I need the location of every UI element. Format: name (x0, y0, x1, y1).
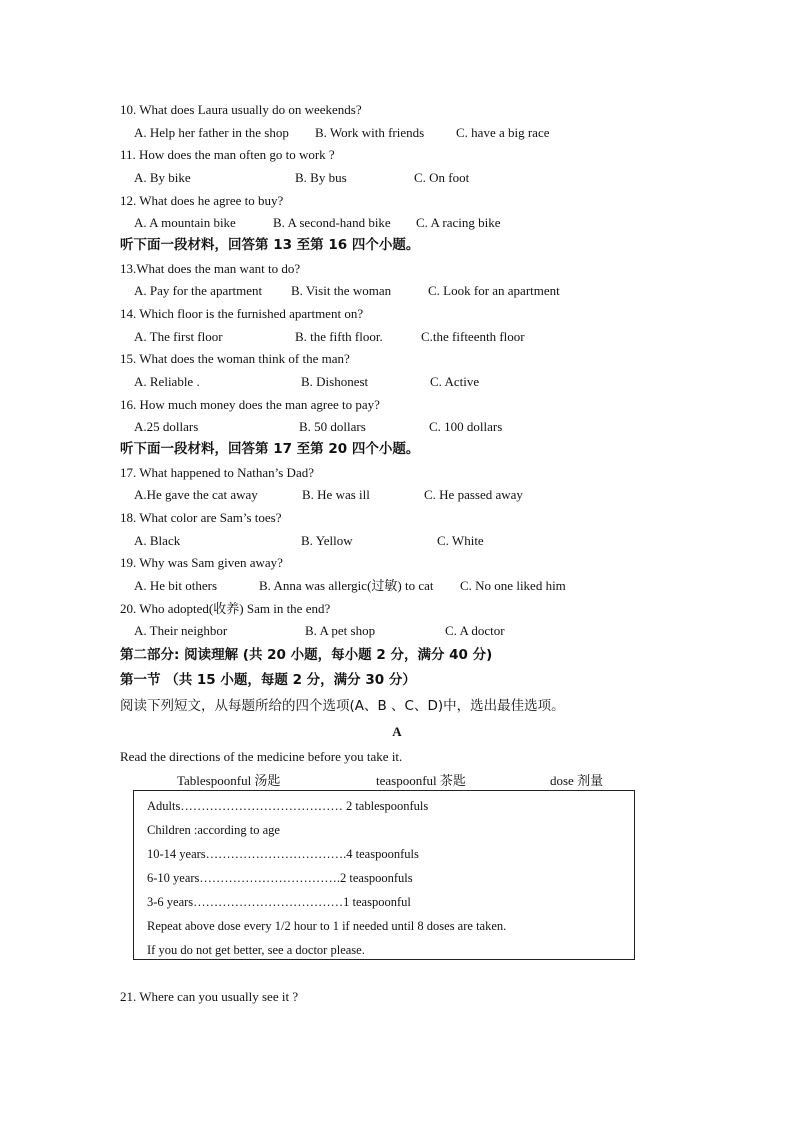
box-line-6-10: 6-10 years…………………………….2 teaspoonfuls (147, 871, 413, 885)
part-2-heading: 第二部分: 阅读理解 (共 20 小题，每小题 2 分，满分 40 分) (120, 647, 493, 663)
q19-option-c: C. No one liked him (460, 578, 566, 593)
q10-option-b: B. Work with friends (315, 125, 425, 140)
box-line-see-doctor: If you do not get better, see a doctor please. (147, 943, 365, 957)
question-21: 21. Where can you usually see it ? (120, 989, 299, 1004)
q17-option-c: C. He passed away (424, 487, 523, 502)
passage-intro: Read the directions of the medicine before you take it. (120, 749, 403, 764)
q13-option-c: C. Look for an apartment (428, 283, 560, 298)
q14-option-a: A. The first floor (134, 329, 223, 344)
q12-option-c: C. A racing bike (416, 215, 501, 230)
q20-option-c: C. A doctor (445, 623, 505, 638)
question-14: 14. Which floor is the furnished apartment on? (120, 306, 364, 321)
q15-option-c: C. Active (430, 374, 480, 389)
q16-option-b: B. 50 dollars (299, 419, 366, 434)
q11-option-c: C. On foot (414, 170, 470, 185)
q15-option-a: A. Reliable . (134, 374, 200, 389)
question-12: 12. What does he agree to buy? (120, 193, 284, 208)
q12-option-b: B. A second-hand bike (273, 215, 391, 230)
question-13: 13.What does the man want to do? (120, 261, 301, 276)
q20-option-a: A. Their neighbor (134, 623, 228, 638)
q18-option-a: A. Black (134, 533, 181, 548)
q16-option-a: A.25 dollars (134, 419, 199, 434)
q16-option-c: C. 100 dollars (429, 419, 503, 434)
q19-option-b: B. Anna was allergic(过敏) to cat (259, 578, 434, 593)
medicine-directions-box (133, 790, 635, 960)
q13-option-b: B. Visit the woman (291, 283, 392, 298)
q10-option-a: A. Help her father in the shop (134, 125, 289, 140)
question-19: 19. Why was Sam given away? (120, 555, 283, 570)
q14-option-c: C.the fifteenth floor (421, 329, 525, 344)
question-11: 11. How does the man often go to work ? (120, 147, 335, 162)
q13-option-a: A. Pay for the apartment (134, 283, 263, 298)
q17-option-b: B. He was ill (302, 487, 370, 502)
reading-instruction: 阅读下列短文，从每题所给的四个选项(A、B 、C、D)中，选出最佳选项。 (120, 698, 565, 714)
q18-option-b: B. Yellow (301, 533, 353, 548)
gloss-teaspoonful: teaspoonful 茶匙 (376, 773, 466, 788)
box-line-repeat: Repeat above dose every 1/2 hour to 1 if needed until 8 doses are taken. (147, 919, 507, 933)
box-line-adults: Adults………………………………… 2 tablespoonfuls (147, 799, 429, 813)
q11-option-a: A. By bike (134, 170, 191, 185)
box-line-children: Children :according to age (147, 823, 280, 837)
section-1-heading: 第一节 （共 15 小题，每题 2 分，满分 30 分） (120, 672, 416, 688)
box-line-3-6: 3-6 years………………………………1 teaspoonful (147, 895, 411, 909)
question-16: 16. How much money does the man agree to pay? (120, 397, 380, 412)
section-heading-13-16: 听下面一段材料，回答第 13 至第 16 四个小题。 (120, 237, 420, 253)
question-10: 10. What does Laura usually do on weekends? (120, 102, 362, 117)
q14-option-b: B. the fifth floor. (295, 329, 383, 344)
question-20: 20. Who adopted(收养) Sam in the end? (120, 601, 331, 616)
question-18: 18. What color are Sam’s toes? (120, 510, 282, 525)
question-17: 17. What happened to Nathan’s Dad? (120, 465, 314, 480)
q17-option-a: A.He gave the cat away (134, 487, 258, 502)
q20-option-b: B. A pet shop (305, 623, 376, 638)
q11-option-b: B. By bus (295, 170, 347, 185)
section-heading-17-20: 听下面一段材料，回答第 17 至第 20 四个小题。 (120, 441, 420, 457)
q10-option-c: C. have a big race (456, 125, 550, 140)
q19-option-a: A. He bit others (134, 578, 218, 593)
gloss-tablespoonful: Tablespoonful 汤匙 (177, 773, 281, 788)
box-line-10-14: 10-14 years…………………………….4 teaspoonfuls (147, 847, 419, 861)
q15-option-b: B. Dishonest (301, 374, 369, 389)
q18-option-c: C. White (437, 533, 484, 548)
question-15: 15. What does the woman think of the man? (120, 351, 350, 366)
passage-letter: A (392, 724, 402, 739)
gloss-dose: dose 剂量 (550, 773, 604, 788)
q12-option-a: A. A mountain bike (134, 215, 236, 230)
